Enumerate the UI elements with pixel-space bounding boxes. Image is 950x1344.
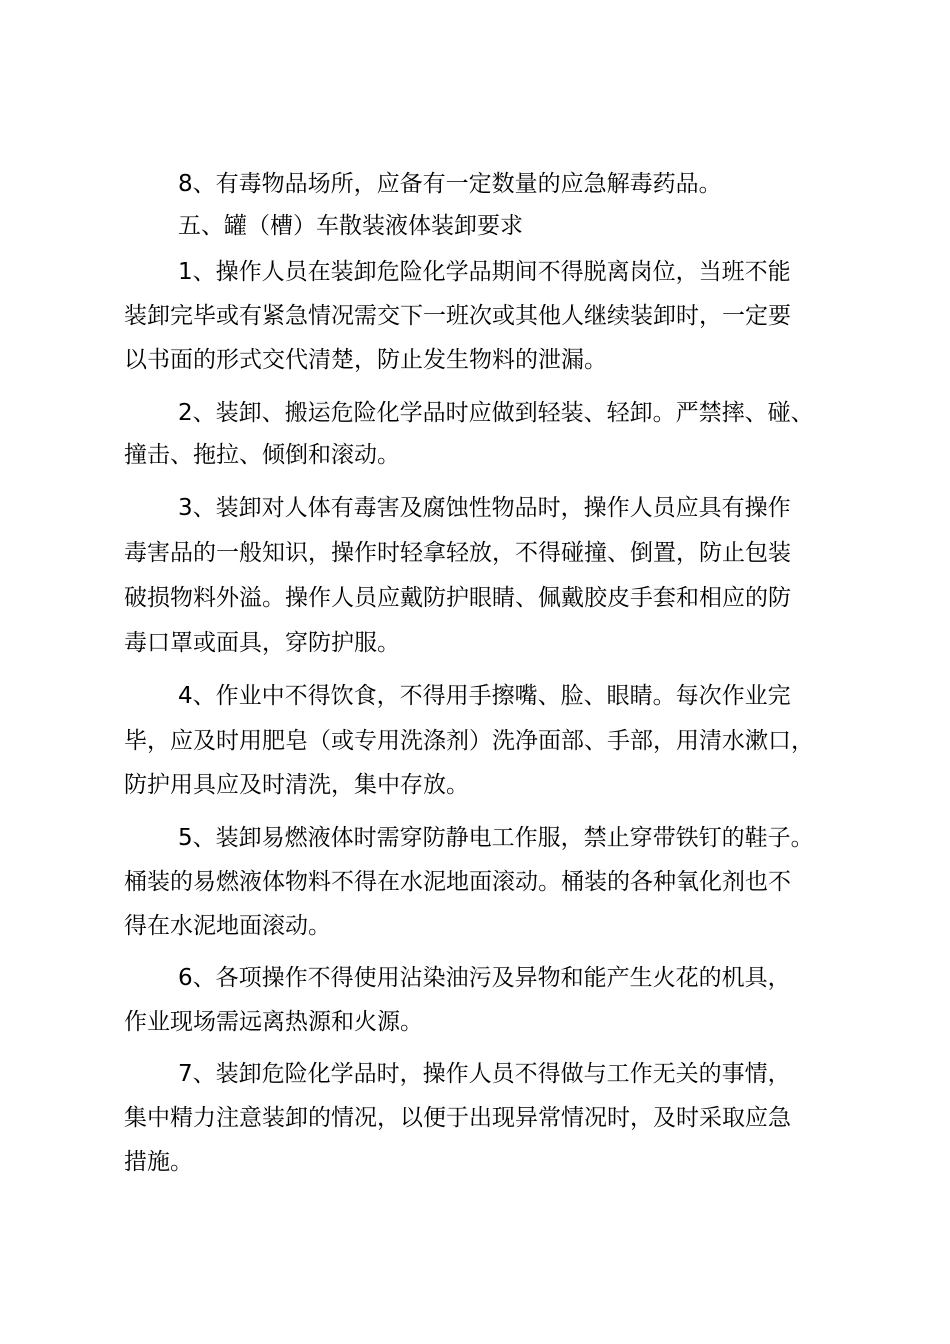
paragraph-line: 防护用具应及时清洗，集中存放。 [124, 772, 469, 798]
paragraph-line: 1、操作人员在装卸危险化学品期间不得脱离岗位，当班不能 [178, 259, 791, 285]
paragraph-line: 8、有毒物品场所，应备有一定数量的应急解毒药品。 [178, 171, 722, 197]
paragraph-line: 破损物料外溢。操作人员应戴防护眼睛、佩戴胶皮手套和相应的防 [124, 585, 791, 611]
paragraph-line: 毕，应及时用肥皂（或专用洗涤剂）洗净面部、手部，用清水漱口， [124, 728, 814, 754]
paragraph-line: 桶装的易燃液体物料不得在水泥地面滚动。桶装的各种氧化剂也不 [124, 869, 791, 895]
paragraph-line: 措施。 [124, 1149, 193, 1175]
paragraph-line: 得在水泥地面滚动。 [124, 913, 331, 939]
paragraph-line: 毒害品的一般知识，操作时轻拿轻放，不得碰撞、倒置，防止包装 [124, 540, 791, 566]
section-heading: 五、罐（槽）车散装液体装卸要求 [178, 213, 523, 239]
paragraph-line: 5、装卸易燃液体时需穿防静电工作服，禁止穿带铁钉的鞋子。 [178, 825, 814, 851]
paragraph-line: 6、各项操作不得使用沾染油污及异物和能产生火花的机具， [178, 965, 791, 991]
paragraph-line: 3、装卸对人体有毒害及腐蚀性物品时，操作人员应具有操作 [178, 495, 791, 521]
paragraph-line: 集中精力注意装卸的情况，以便于出现异常情况时，及时采取应急 [124, 1105, 791, 1131]
paragraph-line: 4、作业中不得饮食，不得用手擦嘴、脸、眼睛。每次作业完 [178, 683, 791, 709]
paragraph-line: 装卸完毕或有紧急情况需交下一班次或其他人继续装卸时，一定要 [124, 303, 791, 329]
paragraph-line: 撞击、拖拉、倾倒和滚动。 [124, 442, 400, 468]
paragraph-line: 2、装卸、搬运危险化学品时应做到轻装、轻卸。严禁摔、碰、 [178, 400, 814, 426]
paragraph-line: 作业现场需远离热源和火源。 [124, 1009, 423, 1035]
paragraph-line: 7、装卸危险化学品时，操作人员不得做与工作无关的事情， [178, 1061, 791, 1087]
paragraph-line: 毒口罩或面具，穿防护服。 [124, 630, 400, 656]
paragraph-line: 以书面的形式交代清楚，防止发生物料的泄漏。 [124, 347, 607, 373]
